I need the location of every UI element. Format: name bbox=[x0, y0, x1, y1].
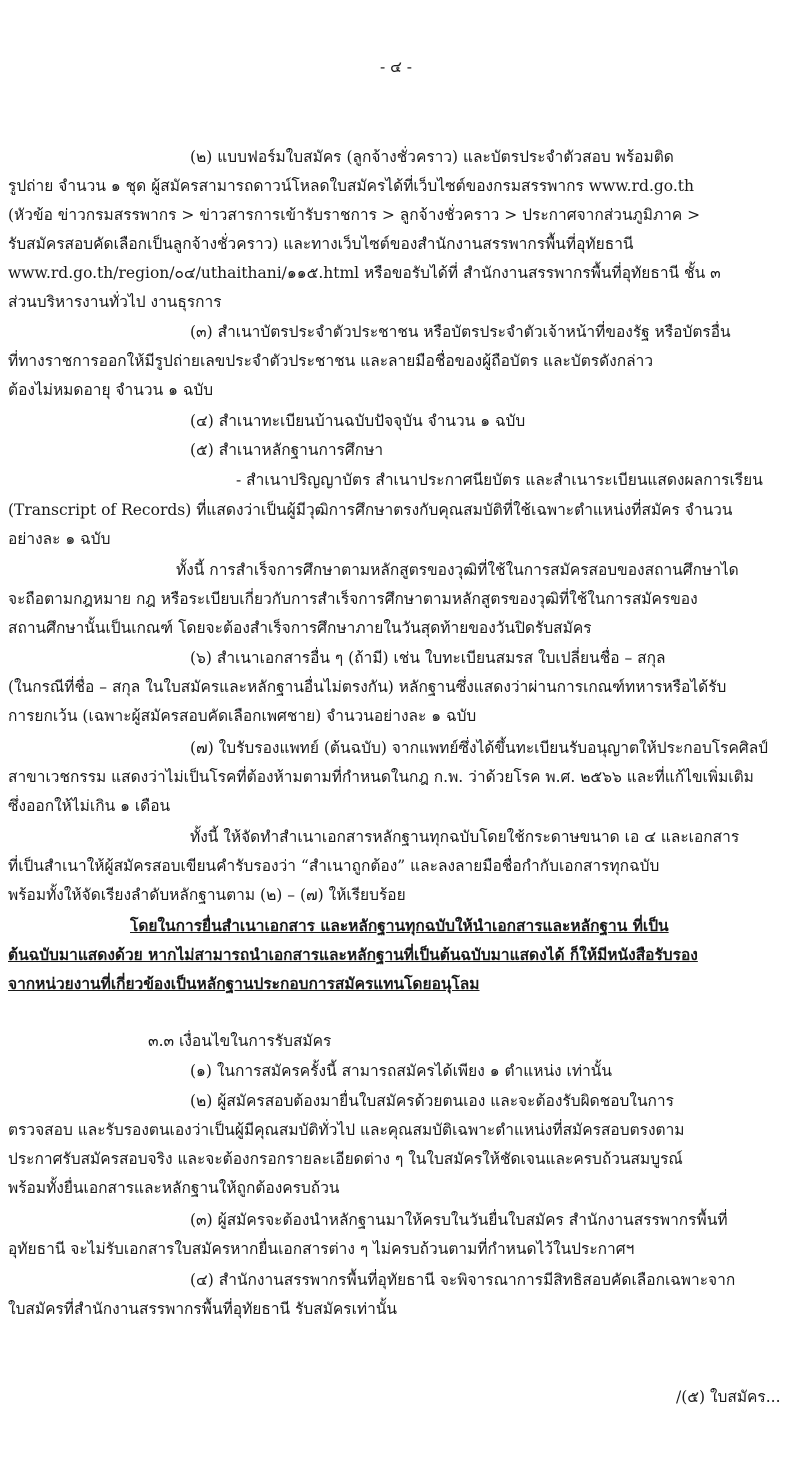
text-line: (Transcript of Records) ที่แสดงว่าเป็นผู้มีวุฒิการศึกษาตรงกับคุณสมบัติที่ใช้เฉพาะตำแหน่งที่สมัคร จำนวน bbox=[8, 501, 733, 519]
text-line: อย่างละ ๑ ฉบับ bbox=[8, 530, 111, 548]
text-line: (๑) ในการสมัครครั้งนี้ สามารถสมัครได้เพียง ๑ ตำแหน่ง เท่านั้น bbox=[190, 1062, 612, 1080]
text-line: ที่ทางราชการออกให้มีรูปถ่ายเลขประจำตัวประชาชน และลายมือชื่อของผู้ถือบัตร และบัตรดังกล่าว bbox=[8, 352, 654, 370]
text-line: ใบสมัครที่สำนักงานสรรพากรพื้นที่อุทัยธานี รับสมัครเท่านั้น bbox=[8, 1300, 398, 1318]
text-line: (๓) ผู้สมัครจะต้องนำหลักฐานมาให้ครบในวันยื่นใบสมัคร สำนักงานสรรพากรพื้นที่ bbox=[190, 1211, 728, 1229]
text-line: (๓) สำเนาบัตรประจำตัวประชาชน หรือบัตรประจำตัวเจ้าหน้าที่ของรัฐ หรือบัตรอื่น bbox=[190, 323, 731, 341]
text-line: www.rd.go.th/region/๐๔/uthaithani/๑๑๕.html หรือขอรับได้ที่ สำนักงานสรรพากรพื้นที่อุทัยธานี ชั้น ๓ bbox=[8, 264, 721, 282]
text-line: ต้องไม่หมดอายุ จำนวน ๑ ฉบับ bbox=[8, 381, 214, 399]
text-line: - สำเนาปริญญาบัตร สำเนาประกาศนียบัตร และสำเนาระเบียนแสดงผลการเรียน bbox=[236, 471, 763, 489]
text-line: (๖) สำเนาเอกสารอื่น ๆ (ถ้ามี) เช่น ใบทะเบียนสมรส ใบเปลี่ยนชื่อ – สกุล bbox=[190, 649, 666, 667]
text-line: (๗) ใบรับรองแพทย์ (ต้นฉบับ) จากแพทย์ซึ่งได้ขึ้นทะเบียนรับอนุญาตให้ประกอบโรคศิลป์ bbox=[190, 739, 769, 757]
text-line: ส่วนบริหารงานทั่วไป งานธุรการ bbox=[8, 293, 222, 311]
text-line: (๕) สำเนาหลักฐานการศึกษา bbox=[190, 441, 384, 459]
text-line: จะถือตามกฎหมาย กฎ หรือระเบียบเกี่ยวกับการสำเร็จการศึกษาตามหลักสูตรของวุฒิที่ใช้ในการสมัครของ bbox=[8, 590, 698, 608]
text-line: (ในกรณีที่ชื่อ – สกุล ในใบสมัครและหลักฐานอื่นไม่ตรงกัน) หลักฐานซึ่งแสดงว่าผ่านการเกณฑ์ทหารหรือได้รับ bbox=[8, 678, 727, 696]
text-line: รับสมัครสอบคัดเลือกเป็นลูกจ้างชั่วคราว) และทางเว็บไซต์ของสำนักงานสรรพากรพื้นที่อุทัยธานี bbox=[8, 235, 634, 253]
text-line: (หัวข้อ ข่าวกรมสรรพากร > ข่าวสารการเข้ารับราชการ > ลูกจ้างชั่วคราว > ประกาศจากส่วนภูมิภาค > bbox=[8, 206, 701, 224]
text-line-underlined: ต้นฉบับมาแสดงด้วย หากไม่สามารถนำเอกสารและหลักฐานที่เป็นต้นฉบับมาแสดงได้ ก็ให้มีหนังสือรับรอง bbox=[8, 945, 698, 964]
text-line: การยกเว้น (เฉพาะผู้สมัครสอบคัดเลือกเพศชาย) จำนวนอย่างละ ๑ ฉบับ bbox=[8, 707, 477, 725]
text-line: พร้อมทั้งยื่นเอกสารและหลักฐานให้ถูกต้องครบถ้วน bbox=[8, 1179, 340, 1197]
section-heading: ๓.๓ เงื่อนไขในการรับสมัคร bbox=[148, 1032, 332, 1050]
text-line: สถานศึกษานั้นเป็นเกณฑ์ โดยจะต้องสำเร็จการศึกษาภายในวันสุดท้ายของวันปิดรับสมัคร bbox=[8, 619, 592, 637]
text-line: รูปถ่าย จำนวน ๑ ชุด ผู้สมัครสามารถดาวน์โหลดใบสมัครได้ที่เว็บไซต์ของกรมสรรพากร www.rd.go.th bbox=[8, 177, 694, 195]
page-number: - ๔ - bbox=[379, 58, 413, 76]
text-line-underlined: จากหน่วยงานที่เกี่ยวข้องเป็นหลักฐานประกอบการสมัครแทนโดยอนุโลม bbox=[8, 974, 480, 993]
text-line: อุทัยธานี จะไม่รับเอกสารใบสมัครหากยื่นเอกสารต่าง ๆ ไม่ครบถ้วนตามที่กำหนดไว้ในประกาศฯ bbox=[8, 1240, 635, 1258]
text-line: (๒) แบบฟอร์มใบสมัคร (ลูกจ้างชั่วคราว) และบัตรประจำตัวสอบ พร้อมติด bbox=[190, 148, 674, 166]
text-line: ซึ่งออกให้ไม่เกิน ๑ เดือน bbox=[8, 797, 171, 815]
text-line: พร้อมทั้งให้จัดเรียงลำดับหลักฐานตาม (๒) – (๗) ให้เรียบร้อย bbox=[8, 886, 406, 904]
text-line: (๔) สำนักงานสรรพากรพื้นที่อุทัยธานี จะพิจารณาการมีสิทธิสอบคัดเลือกเฉพาะจาก bbox=[190, 1271, 736, 1289]
continuation-note: /(๕) ใบสมัคร... bbox=[676, 1388, 781, 1406]
text-line: สาขาเวชกรรม แสดงว่าไม่เป็นโรคที่ต้องห้ามตามที่กำหนดในกฎ ก.พ. ว่าด้วยโรค พ.ศ. ๒๕๖๖ และที่แก้ไขเพิ่มเติม bbox=[8, 768, 754, 786]
text-line: ทั้งนี้ การสำเร็จการศึกษาตามหลักสูตรของวุฒิที่ใช้ในการสมัครสอบของสถานศึกษาได bbox=[176, 561, 739, 579]
text-line: (๔) สำเนาทะเบียนบ้านฉบับปัจจุบัน จำนวน ๑ ฉบับ bbox=[190, 412, 526, 430]
text-line: ตรวจสอบ และรับรองตนเองว่าเป็นผู้มีคุณสมบัติทั่วไป และคุณสมบัติเฉพาะตำแหน่งที่สมัครสอบตรงตาม bbox=[8, 1121, 685, 1139]
text-line: ทั้งนี้ ให้จัดทำสำเนาเอกสารหลักฐานทุกฉบับโดยใช้กระดาษขนาด เอ ๔ และเอกสาร bbox=[190, 828, 740, 846]
text-line: ประกาศรับสมัครสอบจริง และจะต้องกรอกรายละเอียดต่าง ๆ ในใบสมัครให้ชัดเจนและครบถ้วนสมบูรณ์ bbox=[8, 1150, 683, 1168]
text-line: (๒) ผู้สมัครสอบต้องมายื่นใบสมัครด้วยตนเอง และจะต้องรับผิดชอบในการ bbox=[190, 1092, 674, 1110]
text-line-underlined: โดยในการยื่นสำเนาเอกสาร และหลักฐานทุกฉบับให้นำเอกสารและหลักฐาน ที่เป็น bbox=[130, 916, 669, 935]
text-line: ที่เป็นสำเนาให้ผู้สมัครสอบเขียนคำรับรองว่า “สำเนาถูกต้อง” และลงลายมือชื่อกำกับเอกสารทุกฉบับ bbox=[8, 857, 660, 875]
